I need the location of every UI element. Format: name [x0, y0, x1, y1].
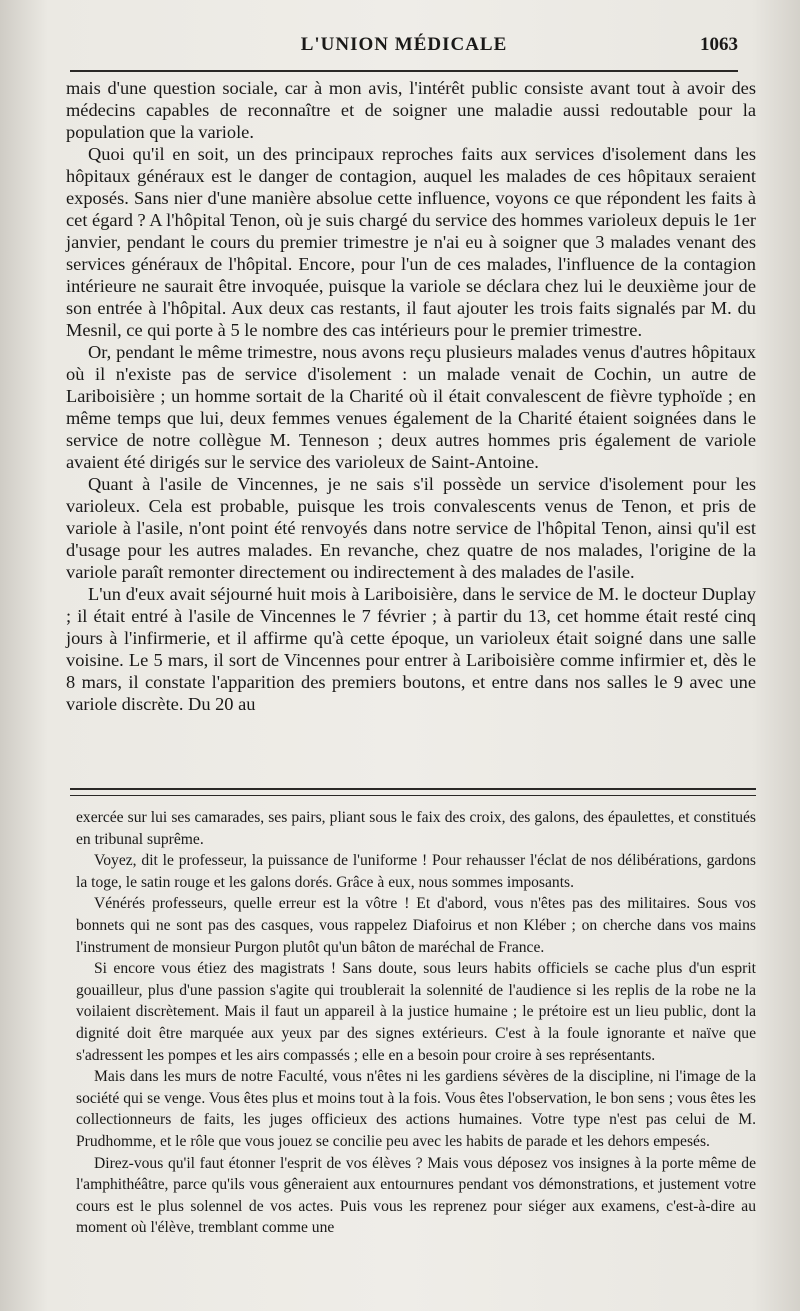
main-paragraph: L'un d'eux avait séjourné huit mois à Lariboisière, dans le service de M. le docteur Duplay ; il était entré à l'asile de Vincennes le 7 février ; à partir du 13, cet homme était resté cinq jours à l'infirmerie, et il affirme qu'à cette époque, un varioleux était soigné dans une salle voisine. Le 5 mars, il sort de Vincennes pour entrer à Lariboisière comme infirmier et, dès le 8 mars, il constate l'apparition des premiers boutons, et entre dans nos salles le 9 avec une variole discrète. Du 20 au	[66, 584, 756, 714]
main-article	[66, 77, 756, 715]
feuilleton-paragraph: Mais dans les murs de notre Faculté, vous n'êtes ni les gardiens sévères de la discipline, ni l'image de la société qui se venge. Vous êtes plus et moins tout à la fois. Vous êtes l'observation, le bon sens ; vous êtes les collectionneurs de faits, les juges officieux des actions humaines. Votre type n'est pas celui de M. Prudhomme, et le rôle que vous jouez se concilie peu avec les habits de parade et les dehors empesés.	[76, 1068, 756, 1150]
page-header	[70, 34, 738, 64]
feuilleton-paragraph: Voyez, dit le professeur, la puissance de l'uniforme ! Pour rehausser l'éclat de nos délibérations, gardons la toge, le satin rouge et les galons dorés. Grâce à eux, nous sommes imposants.	[76, 852, 756, 891]
feuilleton-paragraph: Vénérés professeurs, quelle erreur est la vôtre ! Et d'abord, vous n'êtes pas des militaires. Sous vos bonnets qui ne sont pas des casques, vous rappelez Diafoirus et non Kléber ; on cherche dans vos mains l'instrument de monsieur Purgon plutôt qu'un bâton de maréchal de France.	[76, 895, 756, 956]
main-paragraph: mais d'une question sociale, car à mon avis, l'intérêt public consiste avant tout à avoir des médecins capables de reconnaître et de soigner une maladie aussi redoutable pour la population que la variole.	[66, 78, 756, 142]
main-paragraph: Quant à l'asile de Vincennes, je ne sais s'il possède un service d'isolement pour les varioleux. Cela est probable, puisque les trois convalescents venus de Tenon, et pris de variole à l'asile, n'ont point été renvoyés dans notre service de l'hôpital Tenon, ainsi qu'il est d'usage pour les autres malades. En revanche, chez quatre de nos malades, l'origine de la variole paraît remonter directement ou indirectement à des malades de l'asile.	[66, 474, 756, 582]
feuilleton-paragraph: Si encore vous étiez des magistrats ! Sans doute, sous leurs habits officiels se cache plus d'un esprit gouailleur, plus d'une passion s'agite qui troublerait la solennité de l'audience si les replis de la robe ne la voilaient discrètement. Mais il faut un appareil à la justice humaine ; le prétoire est un lieu public, dont la dignité doit être marquée aux yeux par des signes extérieurs. C'est à la foule ignorante et naïve que s'adressent les pompes et les airs compassés ; elle en a besoin pour croire à ses représentants.	[76, 960, 756, 1064]
feuilleton-column	[76, 807, 756, 1239]
running-title: L'UNION MÉDICALE	[300, 34, 508, 55]
header-rule	[70, 70, 738, 72]
main-paragraph: Or, pendant le même trimestre, nous avons reçu plusieurs malades venus d'autres hôpitaux où il n'existe pas de service d'isolement : un malade venait de Cochin, un autre de Lariboisière ; un homme sortait de la Charité où il était convalescent de fièvre typhoïde ; en même temps que lui, deux femmes venues également de la Charité étaient soignées dans le service de notre collègue M. Tenneson ; deux autres hommes pris également de variole avaient été dirigés sur le service des varioleux de Saint-Antoine.	[66, 342, 756, 472]
feuilleton-separator	[70, 788, 756, 796]
main-paragraph: Quoi qu'il en soit, un des principaux reproches faits aux services d'isolement dans les hôpitaux généraux est le danger de contagion, auquel les malades de ces hôpitaux seraient exposés. Sans nier d'une manière absolue cette influence, voyons ce que répondent les faits à cet égard ? A l'hôpital Tenon, où je suis chargé du service des hommes varioleux depuis le 1er janvier, pendant le cours du premier trimestre je n'ai eu à soigner que 3 malades venant des services généraux de l'hôpital. Encore, pour l'un de ces malades, l'influence de la contagion intérieure ne saurait être invoquée, puisque la variole se déclara chez lui le deuxième jour de son entrée à l'hôpital. Aux deux cas restants, il faut ajouter les trois faits signalés par M. du Mesnil, ce qui porte à 5 le nombre des cas intérieurs pour le premier trimestre.	[66, 144, 756, 340]
page-number: 1063	[700, 34, 738, 55]
feuilleton-paragraph: exercée sur lui ses camarades, ses pairs, pliant sous le faix des croix, des galons, des épaulettes, et constitués en tribunal suprême.	[76, 809, 756, 848]
feuilleton-paragraph: Direz-vous qu'il faut étonner l'esprit de vos élèves ? Mais vous déposez vos insignes à la porte même de l'amphithéâtre, parce qu'ils vous gêneraient aux entournures pendant vos démonstrations, et justement votre cours est le plus solennel de vos actes. Puis vous les reprenez pour siéger aux examens, c'est-à-dire au moment où l'élève, tremblant comme une	[76, 1154, 756, 1237]
